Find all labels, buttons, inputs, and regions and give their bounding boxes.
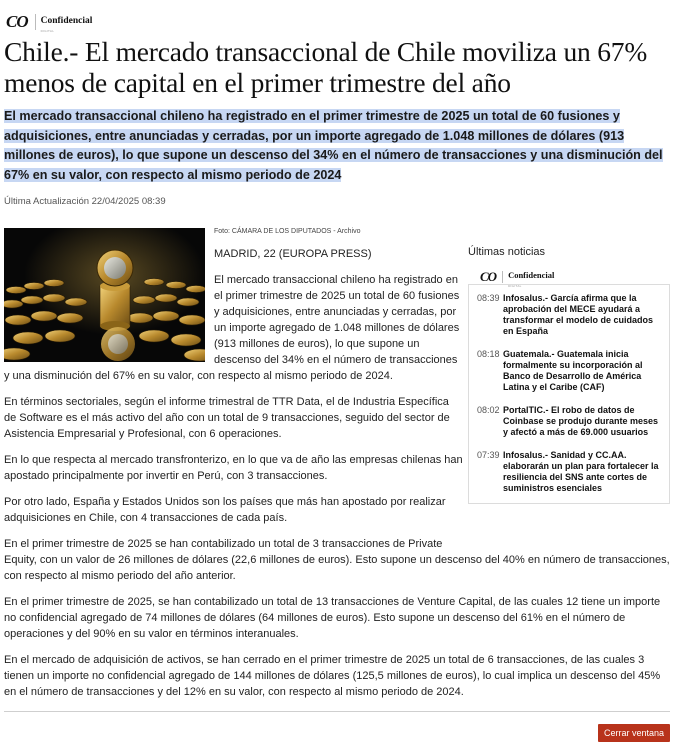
news-headline-link[interactable]: Infosalus.- García afirma que la aprobación del MECE ayudará a transformar el modelo de cuidados en España: [503, 293, 654, 336]
close-window-button[interactable]: Cerrar ventana: [598, 724, 670, 742]
article-paragraph: En el primer trimestre de 2025, se han contabilizado un total de 13 transacciones de Venture Capital, de las cuales 12 tiene un importe no confidencial agregado de 74 millones de dólares (64 millones de euros). Esto supone un descenso del 61% en el número de operaciones y del 90% en su valor en términos interanuales.: [4, 596, 661, 640]
logo-wordmark: [41, 10, 93, 33]
sidebar-logo-tagline: DIGITAL: [508, 284, 522, 288]
logo-brand-name: Confidencial: [40, 16, 93, 26]
news-time: 08:18: [477, 349, 500, 359]
photo-spacer: [4, 246, 214, 366]
news-headline-link[interactable]: PortalTIC.- El robo de datos de Coinbase se produjo durante meses y afectó a más de 69.000 usuarios: [503, 405, 659, 437]
sidebar-logo-brand-name: Confidencial: [508, 270, 555, 280]
article-paragraph: En el primer trimestre de 2025 se han contabilizado un total de 3 transacciones de Private Equity, con un valor de 26 millones de dólares (22,6 millones de euros). Esto supone un descenso del 40% en número de transacciones, con respecto al mismo periodo del año anterior.: [4, 538, 670, 582]
article-summary-text: El mercado transaccional chileno ha registrado en el primer trimestre de 2025 un total de 60 fusiones y adquisiciones, entre anunciadas y cerradas, por un importe agregado de 1.048 millones de dólares (913 millones de euros), lo que supone un descenso del 34% en el número de transacciones y una disminución del 67% en su valor, con respecto al mismo periodo de 2024: [4, 109, 663, 182]
logo-tagline: DIGITAL: [40, 29, 55, 33]
article-summary: [4, 107, 676, 185]
article-headline: Chile.- El mercado transaccional de Chile moviliza un 67% menos de capital en el primer trimestre del año: [4, 36, 648, 98]
article-paragraph: En lo que respecta al mercado transfronterizo, en lo que va de año las empresas chilenas han apostado principalmente por invertir en Perú, con 3 transacciones.: [4, 454, 463, 482]
last-updated: Última Actualización 22/04/2025 08:39: [4, 196, 166, 207]
article-paragraph: En el mercado de adquisición de activos, se han cerrado en el primer trimestre de 2025 un total de 6 transacciones, de las cuales 3 tienen un importe no confidencial agregado de 144 millones de dólares (125,5 millones de euros), lo cual implica un descenso del 45% en el número de transacciones y del 12% en su valor, con respecto al mismo periodo de 2024.: [4, 654, 661, 698]
sidebar-logo-mark: CO: [480, 268, 497, 284]
article-paragraph: El mercado transaccional chileno ha registrado en el primer trimestre de 2025 un total de 60 fusiones y adquisiciones, entre anunciadas y cerradas, por un importe agregado de 1.048 millones de dólares (913 millones de euros), lo que supone un descenso del 34% en el número de transacciones y una disminución del 67% en su valor, con respecto al mismo periodo de 2024.: [4, 274, 460, 382]
news-headline-link[interactable]: Guatemala.- Guatemala inicia formalmente su incorporación al Banco de Desarrollo de América Latina y el Caribe (CAF): [503, 349, 643, 392]
article-body: [4, 246, 670, 710]
article-paragraph: En términos sectoriales, según el informe trimestral de TTR Data, el de Industria Específica de Software es el más activo del año con un total de 9 transacciones, seguido del sector de Asistencia Empresarial y Profesional, con 6 operaciones.: [4, 396, 450, 440]
article-dateline: MADRID, 22 (EUROPA PRESS): [214, 248, 372, 260]
news-time: 08:39: [477, 293, 500, 303]
sidebar-spacer: [464, 246, 670, 541]
footer-divider: [4, 711, 670, 712]
site-logo[interactable]: [6, 10, 92, 33]
news-time: 08:02: [477, 405, 500, 415]
logo-divider: [35, 14, 36, 30]
news-time: 07:39: [477, 450, 500, 460]
news-headline-link[interactable]: Infosalus.- Sanidad y CC.AA. elaborarán un plan para fortalecer la resiliencia del SNS ante cortes de suministros esenciales: [503, 450, 659, 493]
photo-caption: Foto: CÁMARA DE LOS DIPUTADOS - Archivo: [214, 228, 361, 235]
latest-news-title: Últimas noticias: [468, 246, 546, 258]
logo-mark: CO: [6, 11, 28, 31]
article-paragraph: Por otro lado, España y Estados Unidos son los países que más han apostado por realizar adquisiciones en Chile, con 4 transacciones de cada país.: [4, 496, 446, 524]
